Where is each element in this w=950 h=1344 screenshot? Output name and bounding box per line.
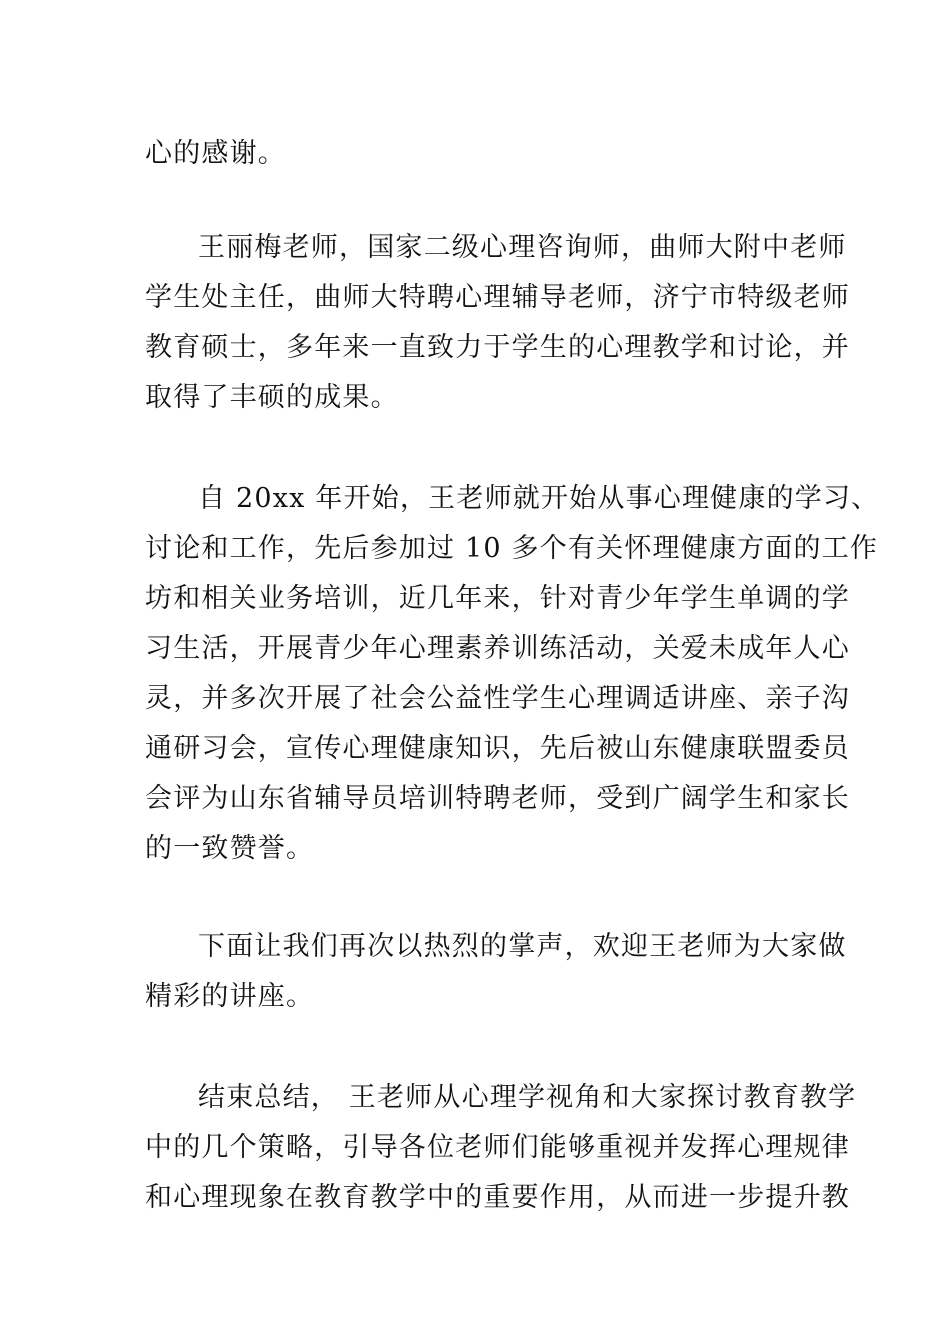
text-line: 的一致赞誉。 [145,833,315,864]
text-line: 王丽梅老师，国家二级心理咨询师，曲师大附中老师 [198,232,847,263]
text-line: 结束总结， 王老师从心理学视角和大家探讨教育教学 [198,1082,857,1113]
text-line: 学生处主任，曲师大特聘心理辅导老师，济宁市特级老师 [145,282,850,313]
text-line: 下面让我们再次以热烈的掌声，欢迎王老师为大家做 [198,931,847,962]
text-line: 中的几个策略，引导各位老师们能够重视并发挥心理规律 [145,1132,850,1163]
text-line: 和心理现象在教育教学中的重要作用，从而进一步提升教 [145,1182,850,1213]
text-line: 讨论和工作，先后参加过 10 多个有关怀理健康方面的工作 [145,533,879,564]
text-line: 教育硕士，多年来一直致力于学生的心理教学和讨论，并 [145,332,850,363]
text-line: 自 20xx 年开始，王老师就开始从事心理健康的学习、 [198,483,880,514]
text-line: 坊和相关业务培训，近几年来，针对青少年学生单调的学 [145,583,850,614]
text-line: 取得了丰硕的成果。 [145,382,399,413]
text-line: 灵，并多次开展了社会公益性学生心理调适讲座、亲子沟 [145,683,850,714]
text-line: 会评为山东省辅导员培训特聘老师，受到广阔学生和家长 [145,783,850,814]
text-line: 心的感谢。 [145,138,286,169]
text-line: 通研习会，宣传心理健康知识，先后被山东健康联盟委员 [145,733,850,764]
text-line: 习生活，开展青少年心理素养训练活动，关爱未成年人心 [145,633,850,664]
text-line: 精彩的讲座。 [145,981,315,1012]
